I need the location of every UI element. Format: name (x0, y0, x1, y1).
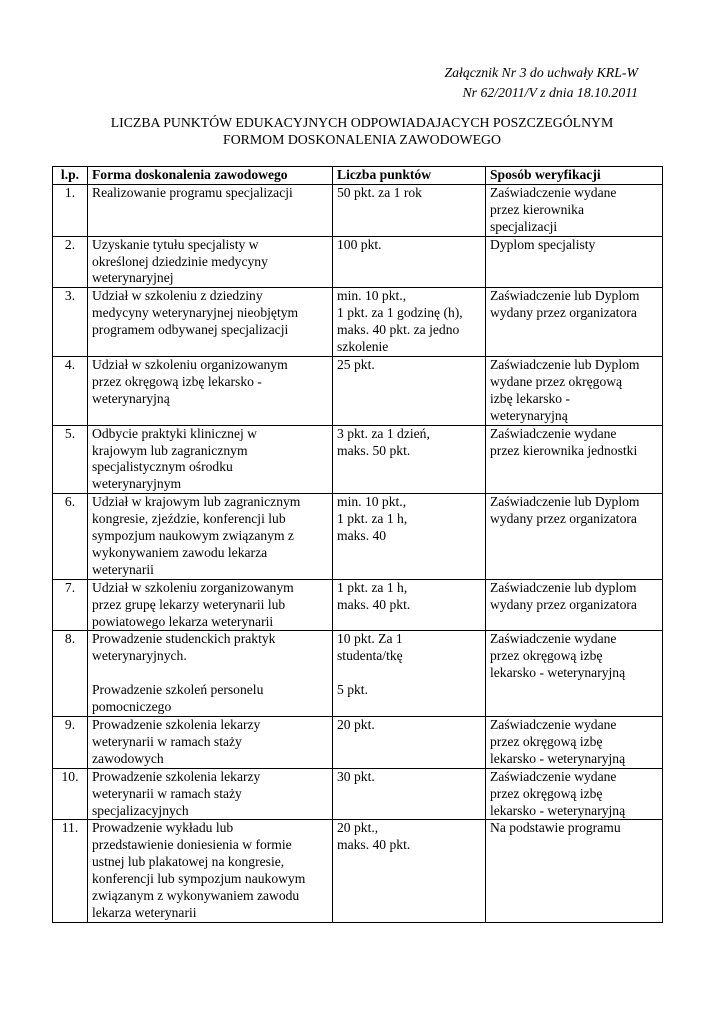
cell-points (333, 579, 486, 631)
cell-points (333, 768, 486, 820)
cell-line: przedstawienie doniesienia w formie (92, 837, 292, 853)
cell-line: Dyplom specjalisty (490, 236, 596, 252)
cell-line: Zaświadczenie wydane (490, 716, 617, 732)
cell-line: 50 pkt. za 1 rok (337, 184, 422, 200)
title-line-2: FORMOM DOSKONALENIA ZAWODOWEGO (223, 131, 501, 147)
annex-reference (444, 63, 638, 102)
cell-line: Udział w szkoleniu organizowanym (92, 356, 288, 372)
table-row (53, 288, 663, 357)
cell-verification (486, 425, 663, 494)
cell-verification (486, 236, 663, 288)
title-line-1: LICZBA PUNKTÓW EDUKACYJNYCH ODPOWIADAJACYCH POSZCZEGÓLNYM (110, 115, 614, 130)
points-table (52, 166, 663, 923)
cell-line: maks. 50 pkt. (337, 442, 411, 458)
cell-line: Udział w szkoleniu zorganizowanym (92, 579, 294, 595)
cell-line: Prowadzenie studenckich praktyk (92, 631, 276, 647)
cell-line: przez grupę lekarzy weterynarii lub (92, 596, 286, 612)
cell-line: Prowadzenie szkoleń personelu (92, 682, 264, 698)
cell-line: konferencji lub sympozjum naukowym (92, 871, 306, 887)
cell-line: wydany przez organizatora (490, 511, 637, 527)
cell-line: pomocniczego (92, 699, 172, 715)
cell-points (333, 184, 486, 236)
cell-form (88, 716, 333, 768)
cell-line: 20 pkt., (337, 820, 379, 836)
cell-line: weterynaryjnej (92, 270, 174, 286)
cell-form (88, 288, 333, 357)
cell-line: Zaświadczenie wydane (490, 425, 617, 441)
table-row (53, 716, 663, 768)
cell-points (333, 356, 486, 425)
cell-line: Zaświadczenie wydane (490, 184, 617, 200)
cell-line: 30 pkt. (337, 768, 375, 784)
cell-line: weterynaryjną (92, 390, 170, 406)
cell-line: Zaświadczenie lub Dyplom (490, 356, 640, 372)
cell-verification (486, 356, 663, 425)
cell-line: ustnej lub plakatowej na kongresie, (92, 854, 285, 870)
cell-line: Zaświadczenie wydane (490, 768, 617, 784)
cell-line: specjalizacji (490, 218, 558, 234)
cell-line: Zaświadczenie lub Dyplom (490, 494, 640, 510)
row-number: 2. (53, 236, 88, 288)
cell-verification (486, 716, 663, 768)
cell-points (333, 820, 486, 922)
cell-form (88, 236, 333, 288)
cell-line: Prowadzenie szkolenia lekarzy (92, 768, 261, 784)
cell-points (333, 236, 486, 288)
cell-line: weterynaryjnym (92, 476, 182, 492)
header-points: Liczba punktów (333, 167, 486, 185)
cell-line: wydany przez organizatora (490, 596, 637, 612)
header-lp: l.p. (53, 167, 88, 185)
cell-line: przez okręgową izbę (490, 733, 603, 749)
cell-verification (486, 820, 663, 922)
table-body (53, 184, 663, 922)
cell-line: Na podstawie programu (490, 820, 621, 836)
cell-line: weterynarii w ramach staży (92, 733, 242, 749)
cell-line: przez okręgową izbę (490, 785, 603, 801)
cell-form (88, 631, 333, 717)
cell-gap (92, 665, 328, 682)
table-row (53, 768, 663, 820)
table-row (53, 184, 663, 236)
cell-line: Odbycie praktyki klinicznej w (92, 425, 257, 441)
cell-line: studenta/tkę (337, 648, 403, 664)
cell-verification (486, 288, 663, 357)
table-row (53, 425, 663, 494)
cell-verification (486, 768, 663, 820)
row-number: 5. (53, 425, 88, 494)
table-row (53, 579, 663, 631)
cell-line: przez okręgową izbę (490, 648, 603, 664)
cell-verification (486, 184, 663, 236)
cell-form (88, 579, 333, 631)
cell-line: specjalistycznym ośrodku (92, 459, 233, 475)
row-number: 10. (53, 768, 88, 820)
table-row (53, 631, 663, 717)
cell-line: Prowadzenie szkolenia lekarzy (92, 716, 261, 732)
annex-line-2: Nr 62/2011/V z dnia 18.10.2011 (462, 84, 638, 100)
document-title (0, 115, 724, 148)
cell-line: min. 10 pkt., (337, 288, 407, 304)
cell-line: krajowym lub zagranicznym (92, 442, 248, 458)
cell-form (88, 494, 333, 580)
cell-line: określonej dziedzinie medycyny (92, 253, 268, 269)
cell-line: kongresie, zjeździe, konferencji lub (92, 511, 286, 527)
cell-line: Realizowanie programu specjalizacji (92, 184, 293, 200)
row-number: 9. (53, 716, 88, 768)
table-row (53, 236, 663, 288)
cell-line: maks. 40 pkt. za jedno (337, 322, 460, 338)
table-header-row (53, 167, 663, 185)
cell-line: Zaświadczenie lub dyplom (490, 579, 637, 595)
cell-line: wykonywaniem zawodu lekarza (92, 544, 268, 560)
cell-line: lekarsko - weterynaryjną (490, 750, 626, 766)
table-row (53, 494, 663, 580)
cell-line: lekarsko - weterynaryjną (490, 665, 626, 681)
cell-line: 1 pkt. za 1 h, (337, 511, 408, 527)
row-number: 7. (53, 579, 88, 631)
cell-line: szkolenie (337, 339, 389, 355)
cell-form (88, 184, 333, 236)
cell-line: Zaświadczenie wydane (490, 631, 617, 647)
cell-line: zawodowych (92, 750, 164, 766)
table-row (53, 820, 663, 922)
cell-line: izbę lekarsko - (490, 390, 571, 406)
cell-line: maks. 40 pkt. (337, 837, 411, 853)
cell-line: lekarsko - weterynaryjną (490, 802, 626, 818)
table-row (53, 356, 663, 425)
cell-line: wydane przez okręgową (490, 373, 623, 389)
cell-points (333, 631, 486, 717)
cell-form (88, 425, 333, 494)
cell-line: przez kierownika jednostki (490, 442, 638, 458)
row-number: 6. (53, 494, 88, 580)
cell-line: 20 pkt. (337, 716, 375, 732)
cell-line: 3 pkt. za 1 dzień, (337, 425, 430, 441)
cell-line: 25 pkt. (337, 356, 375, 372)
annex-line-1: Załącznik Nr 3 do uchwały KRL-W (444, 65, 638, 80)
row-number: 3. (53, 288, 88, 357)
cell-line: Udział w krajowym lub zagranicznym (92, 494, 301, 510)
cell-line: 1 pkt. za 1 godzinę (h), (337, 305, 463, 321)
cell-form (88, 820, 333, 922)
header-form: Forma doskonalenia zawodowego (88, 167, 333, 185)
cell-verification (486, 631, 663, 717)
cell-line: sympozjum naukowym związanym z (92, 528, 294, 544)
cell-line: związanym z wykonywaniem zawodu (92, 888, 300, 904)
cell-line: weterynaryjną (490, 407, 568, 423)
row-number: 11. (53, 820, 88, 922)
cell-verification (486, 494, 663, 580)
cell-line: 5 pkt. (337, 682, 368, 698)
cell-form (88, 356, 333, 425)
cell-line: specjalizacyjnych (92, 802, 189, 818)
cell-verification (486, 579, 663, 631)
cell-line: wydany przez organizatora (490, 305, 637, 321)
cell-line: Prowadzenie wykładu lub (92, 820, 234, 836)
cell-line: lekarza weterynarii (92, 904, 197, 920)
cell-line: przez kierownika (490, 201, 584, 217)
cell-line: 10 pkt. Za 1 (337, 631, 403, 647)
cell-line: 1 pkt. za 1 h, (337, 579, 408, 595)
cell-line: 100 pkt. (337, 236, 382, 252)
cell-gap (337, 665, 481, 682)
cell-line: powiatowego lekarza weterynarii (92, 613, 274, 629)
cell-line: medycyny weterynaryjnej nieobjętym (92, 305, 299, 321)
cell-points (333, 494, 486, 580)
row-number: 1. (53, 184, 88, 236)
cell-line: weterynarii w ramach staży (92, 785, 242, 801)
cell-points (333, 288, 486, 357)
cell-points (333, 425, 486, 494)
cell-line: min. 10 pkt., (337, 494, 407, 510)
header-verification: Sposób weryfikacji (486, 167, 663, 185)
cell-line: Zaświadczenie lub Dyplom (490, 288, 640, 304)
cell-line: programem odbywanej specjalizacji (92, 322, 289, 338)
cell-points (333, 716, 486, 768)
cell-line: maks. 40 (337, 528, 387, 544)
cell-line: weterynarii (92, 561, 154, 577)
cell-line: Uzyskanie tytułu specjalisty w (92, 236, 259, 252)
row-number: 8. (53, 631, 88, 717)
cell-form (88, 768, 333, 820)
row-number: 4. (53, 356, 88, 425)
cell-line: weterynaryjnych. (92, 648, 187, 664)
cell-line: przez okręgową izbę lekarsko - (92, 373, 262, 389)
cell-line: Udział w szkoleniu z dziedziny (92, 288, 263, 304)
cell-line: maks. 40 pkt. (337, 596, 411, 612)
